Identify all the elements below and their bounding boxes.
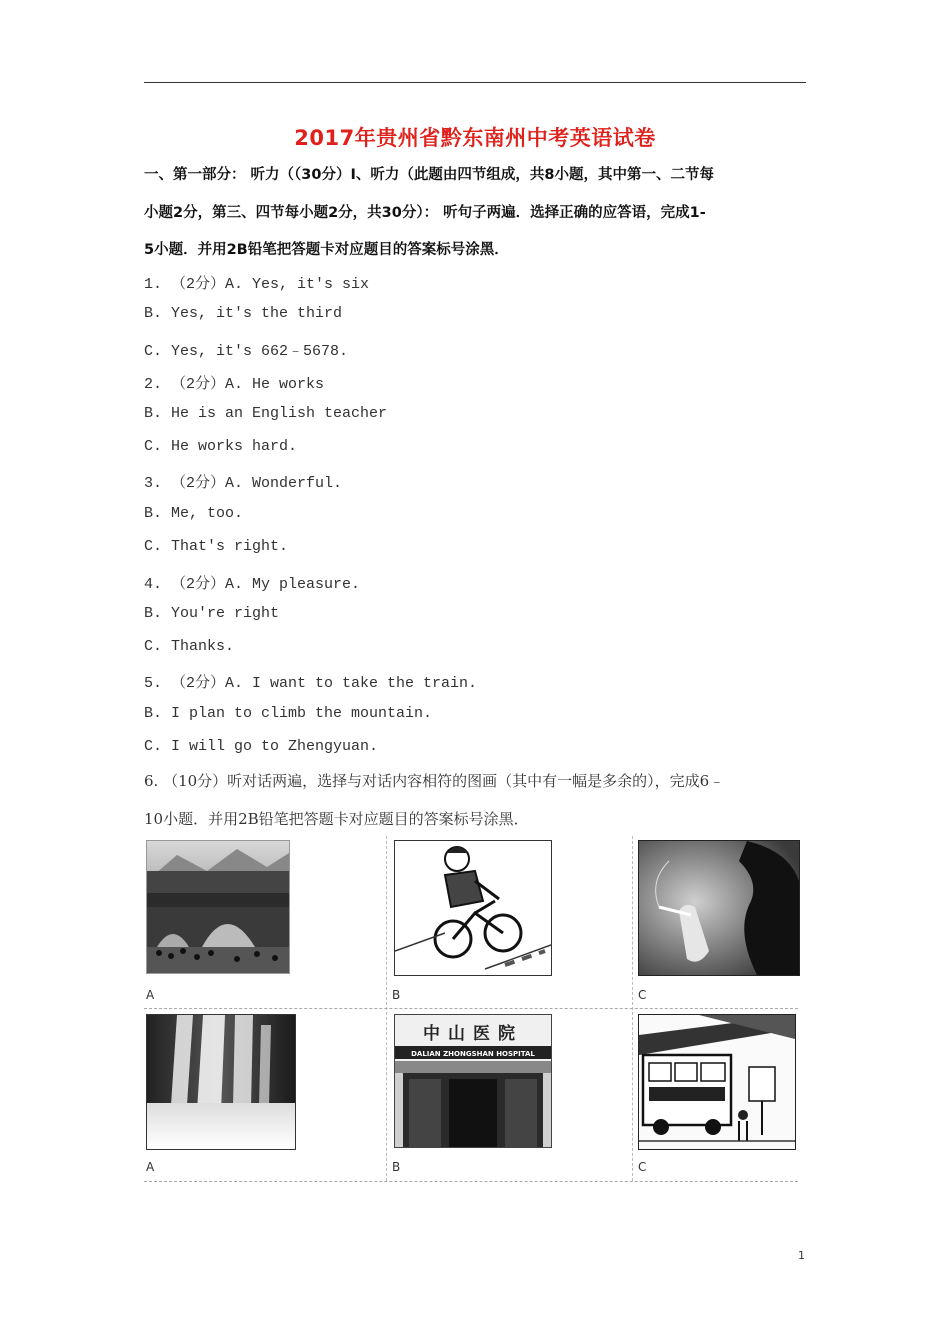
- question-6-line-2: 10小题．并用2B铅笔把答题卡对应题目的答案标号涂黑．: [144, 810, 529, 828]
- picture-cell: [636, 1010, 880, 1182]
- question-5-option-c: C. I will go to Zhengyuan.: [144, 738, 379, 755]
- picture-cell: [390, 836, 634, 1008]
- question-3-option-c: C. That's right.: [144, 538, 289, 555]
- question-3-option-a: 3. （2分）A. Wonderful.: [144, 475, 343, 492]
- section-intro-line-1: 一、第一部分： 听力（（30分）I、听力（此题由四节组成，共8小题，其中第一、二节每: [144, 167, 714, 183]
- bridge-town-photo-icon: [146, 840, 290, 974]
- question-5-option-b: B. I plan to climb the mountain.: [144, 705, 433, 722]
- hospital-sign-english: DALIAN ZHONGSHAN HOSPITAL: [411, 1050, 535, 1058]
- question-1-option-c: C. Yes, it's 662﹣5678.: [144, 343, 349, 360]
- top-rule: [144, 82, 806, 83]
- question-4-option-c: C. Thanks.: [144, 638, 235, 655]
- picture-label: B: [392, 1160, 401, 1174]
- waterfall-photo-icon: [146, 1014, 296, 1150]
- hand-with-cigarette-photo-icon: [638, 840, 800, 976]
- bus-station-drawing-icon: [638, 1014, 796, 1150]
- question-1-option-b: B. Yes, it's the third: [144, 305, 343, 322]
- question-5-option-a: 5. （2分）A. I want to take the train.: [144, 675, 478, 692]
- picture-grid: [144, 836, 800, 1184]
- question-2-option-a: 2. （2分）A. He works: [144, 376, 325, 393]
- question-4-option-a: 4. （2分）A. My pleasure.: [144, 576, 361, 593]
- picture-label: A: [146, 988, 155, 1002]
- grid-divider: [144, 1008, 798, 1009]
- picture-cell: [144, 836, 388, 1008]
- section-intro-line-2: 小题2分，第三、四节每小题2分，共30分）： 听句子两遍．选择正确的应答语，完成1-: [144, 205, 706, 221]
- picture-cell: [636, 836, 880, 1008]
- section-intro-line-3: 5小题．并用2B铅笔把答题卡对应题目的答案标号涂黑．: [144, 242, 509, 258]
- question-3-option-b: B. Me, too.: [144, 505, 244, 522]
- picture-label: C: [638, 988, 647, 1002]
- question-2-option-b: B. He is an English teacher: [144, 405, 388, 422]
- picture-cell: [390, 1010, 634, 1182]
- picture-label: B: [392, 988, 401, 1002]
- hospital-entrance-photo-icon: [394, 1014, 552, 1148]
- page-title: 2017年贵州省黔东南州中考英语试卷: [294, 126, 656, 150]
- question-2-option-c: C. He works hard.: [144, 438, 298, 455]
- page-number: 1: [798, 1249, 805, 1262]
- hospital-sign-chinese: 中山医院: [423, 1024, 523, 1044]
- question-1-option-a: 1. （2分）A. Yes, it's six: [144, 276, 370, 293]
- question-6-line-1: 6. （10分）听对话两遍，选择与对话内容相符的图画（其中有一幅是多余的），完成6﹣: [144, 772, 725, 790]
- question-4-option-b: B. You're right: [144, 605, 280, 622]
- picture-label: A: [146, 1160, 155, 1174]
- picture-label: C: [638, 1160, 647, 1174]
- boy-on-bicycle-drawing-icon: [394, 840, 552, 976]
- picture-cell: [144, 1010, 388, 1182]
